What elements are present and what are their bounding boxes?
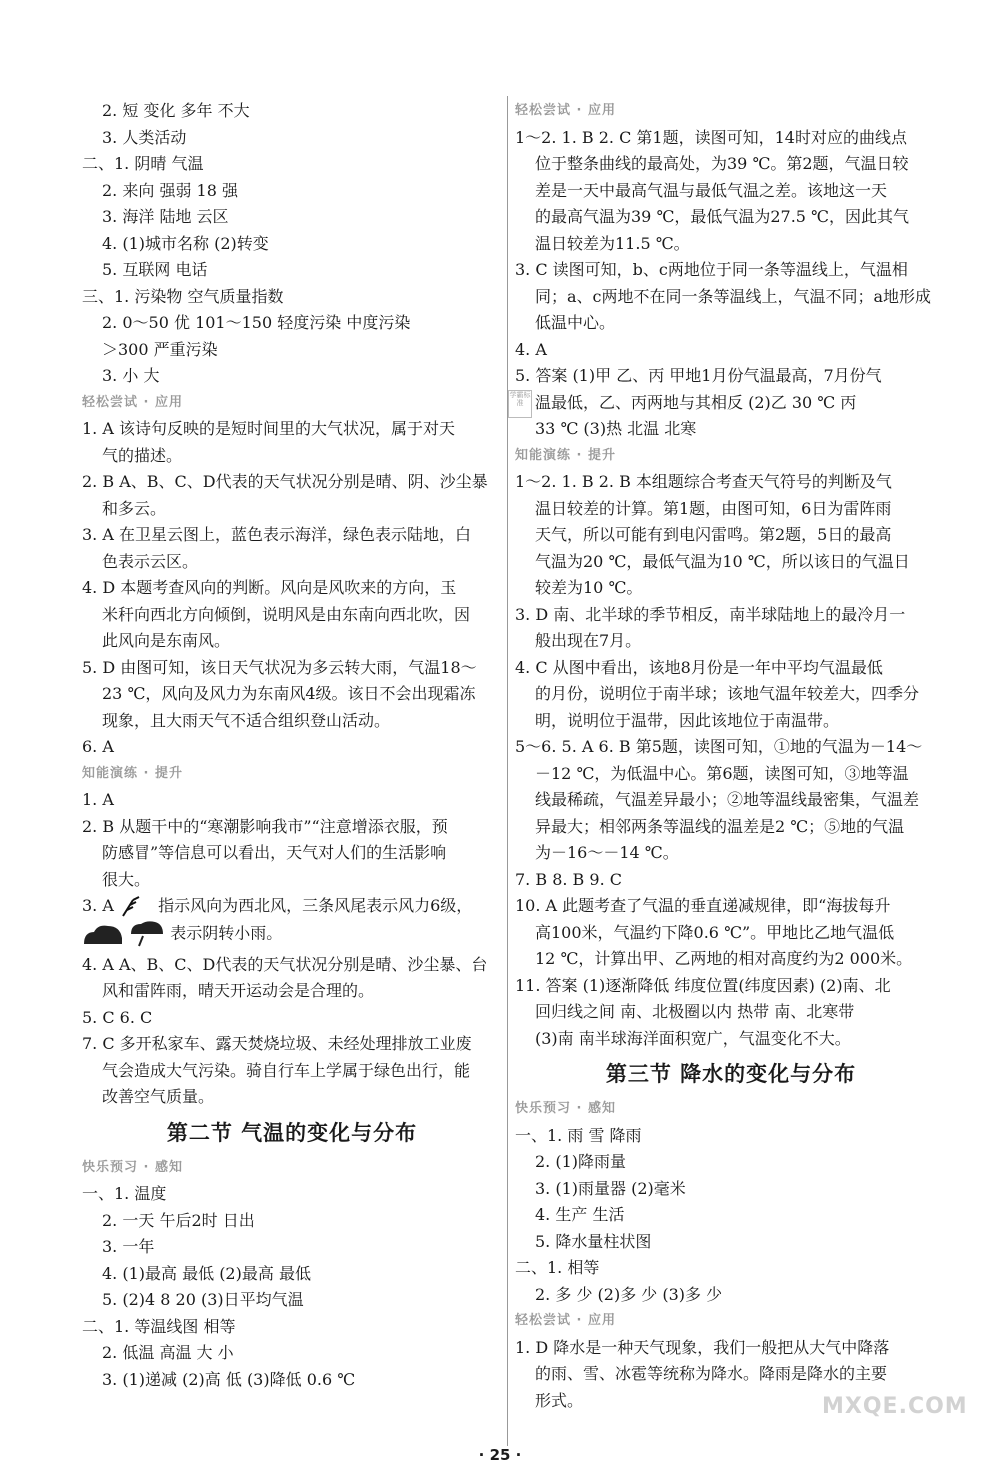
text-line: 7. B 8. B 9. C: [515, 869, 622, 889]
text-line: 明，说明位于温带，因此该地位于南温带。: [535, 710, 840, 730]
text-line: 现象，且大雨天气不适合组织登山活动。: [102, 710, 391, 730]
text-line: 温日较差的计算。第1题，由图可知，6日为雷阵雨: [535, 498, 892, 518]
page-number-value: 25: [489, 1446, 511, 1464]
column-divider: [507, 96, 508, 1446]
text-line: 一、1. 温度: [82, 1184, 167, 1203]
left-block-b: [82, 416, 502, 761]
page-number: · 25 ·: [478, 1446, 522, 1464]
section-2-title: 第二节 气温的变化与分布: [166, 1120, 418, 1145]
text-line: 气温为20 ℃，最低气温为10 ℃，所以该日的气温日: [535, 551, 910, 571]
text-line: 23 ℃，风向及风力为东南风4级。该日不会出现霜冻: [102, 684, 476, 703]
text-line: 2. B 从题干中的“寒潮影响我市”“注意增添衣服，预: [82, 816, 448, 836]
text-line: 改善空气质量。: [102, 1087, 215, 1106]
text-line: 低温中心。: [535, 313, 616, 332]
text-line: 4. (1)最高 最低 (2)最高 最低: [102, 1263, 311, 1283]
text-line: 较差为10 ℃。: [535, 578, 643, 597]
text-line: 位于整条曲线的最高处，为39 ℃。第2题，气温日较: [535, 154, 909, 173]
text-line: 3. 一年: [102, 1237, 155, 1256]
text-line: 的最高气温为39 ℃，最低气温为27.5 ℃，因此其气: [535, 207, 909, 226]
text-line: 差是一天中最高气温与最低气温之差。该地这一天: [535, 180, 888, 200]
text-line: 10. A 此题考查了气温的垂直递减规律，即“海拔每升: [515, 896, 891, 915]
text-line: 表示阴转小雨。: [170, 923, 283, 942]
text-line: 2. 短 变化 多年 不大: [102, 101, 250, 120]
text-line: 1～2. 1. B 2. C 第1题，读图可知，14时对应的曲线点: [515, 127, 907, 147]
text-line: 3. (1)递减 (2)高 低 (3)降低 0.6 ℃: [102, 1369, 356, 1389]
text-line: 气会造成大气污染。骑自行车上学属于绿色出行，能: [102, 1060, 471, 1080]
text-line: 1. A 该诗句反映的是短时间里的大气状况，属于对天: [82, 419, 455, 438]
right-column: [515, 98, 947, 1414]
section-label: 快乐预习 · 感知: [515, 1101, 616, 1116]
section-label: 轻松尝试 · 应用: [82, 394, 183, 410]
publisher-stamp-mark: 学霸标准: [508, 390, 532, 418]
text-line: 11. 答案 (1)逐渐降低 纬度位置(纬度因素) (2)南、北: [515, 975, 891, 995]
right-block-a: [515, 125, 947, 443]
text-line: 3. 人类活动: [102, 127, 187, 147]
text-line: 二、1. 阴晴 气温: [82, 154, 204, 173]
text-line: 4. A A、B、C、D代表的天气状况分别是晴、沙尘暴、台: [82, 954, 488, 974]
text-line: 同；a、c两地不在同一条等温线上，气温不同；a地形成: [535, 286, 932, 306]
text-line: 4. A: [515, 339, 547, 359]
section-label: 轻松尝试 · 应用: [515, 1313, 616, 1328]
overcast-cloud-icon: [82, 922, 124, 946]
text-line: 7. C 多开私家车、露天焚烧垃圾、未经处理排放工业废: [82, 1034, 472, 1053]
text-line: (3)南 南半球海洋面积宽广，气温变化不大。: [535, 1028, 851, 1048]
text-line: 色表示云区。: [102, 551, 199, 571]
text-line: 4. 生产 生活: [535, 1205, 625, 1224]
left-block-d: [82, 952, 502, 1111]
text-line: 2. 0～50 优 101～150 轻度污染 中度污染: [102, 313, 411, 332]
text-line: 异最大；相邻两条等温线的温差是2 ℃；⑤地的气温: [535, 816, 905, 836]
text-line: 5. 互联网 电话: [102, 260, 208, 279]
text-line: －12 ℃，为低温中心。第6题，读图可知，③地等温: [535, 763, 909, 783]
text-line: ＞300 严重污染: [102, 339, 218, 359]
section-label: 知能演练 · 提升: [82, 765, 183, 781]
section-3-title: 第三节 降水的变化与分布: [605, 1062, 857, 1086]
text-line: 4. C 从图中看出，该地8月份是一年中平均气温最低: [515, 657, 883, 677]
text-line: 5. 答案 (1)甲 乙、丙 甲地1月份气温最高，7月份气: [515, 366, 882, 385]
text-line: 风和雷阵雨，晴天开运动会是合理的。: [102, 981, 375, 1000]
text-line: 2. (1)降雨量: [535, 1152, 627, 1171]
text-line: 4. D 本题考查风向的判断。风向是风吹来的方向，玉: [82, 578, 457, 597]
text-line: 很大。: [102, 869, 151, 889]
text-line: 米秆向西北方向倾倒，说明风是由东南向西北吹，因: [102, 604, 471, 624]
text-line: 5～6. 5. A 6. B 第5题，读图可知，①地的气温为－14～: [515, 737, 923, 756]
text-line: 3. C 读图可知，b、c两地位于同一条等温线上，气温相: [515, 260, 908, 279]
text-line: 防感冒”等信息可以看出，天气对人们的生活影响: [102, 843, 447, 862]
text-line: 三、1. 污染物 空气质量指数: [82, 286, 284, 306]
wind-barb-icon: [119, 896, 153, 918]
site-watermark: MXQE.COM: [822, 1394, 968, 1419]
left-column: [82, 98, 502, 1393]
text-line: 般出现在7月。: [535, 631, 642, 650]
text-line: 天气，所以可能有到电闪雷鸣。第2题，5日的最高: [535, 525, 892, 544]
section-label: 轻松尝试 · 应用: [515, 103, 616, 118]
text-line: 3. 海洋 陆地 云区: [102, 207, 229, 226]
text-line: 3. 小 大: [102, 366, 160, 385]
text-line: 3. (1)雨量器 (2)毫米: [535, 1178, 686, 1198]
text-line: 温最低，乙、丙两地与其相反 (2)乙 30 ℃ 丙: [535, 392, 857, 412]
text-line: 2. B A、B、C、D代表的天气状况分别是晴、阴、沙尘暴: [82, 472, 488, 491]
text-line: 5. (2)4 8 20 (3)日平均气温: [102, 1290, 304, 1309]
text-line: 3. D 南、北半球的季节相反，南半球陆地上的最冷月一: [515, 604, 906, 624]
text-line: 线最稀疏，气温差异最小；②地等温线最密集，气温差: [535, 790, 920, 809]
text-line: 12 ℃，计算出甲、乙两地的相对高度约为2 000米。: [535, 949, 913, 968]
text-line: 的月份，说明位于南半球；该地气温年较差大，四季分: [535, 684, 920, 703]
right-block-b: [515, 469, 947, 1052]
left-block-e: [82, 1181, 502, 1393]
text-line: 气的描述。: [102, 445, 183, 465]
text-line: 二、1. 等温线图 相等: [82, 1316, 236, 1336]
text-line: 3. A: [82, 896, 114, 915]
text-line: 1. D 降水是一种天气现象，我们一般把从大气中降落: [515, 1337, 890, 1357]
q3-wind-line: [82, 893, 502, 920]
text-line: 2. 来向 强弱 18 强: [102, 180, 238, 200]
text-line: 高100米，气温约下降0.6 ℃”。甲地比乙地气温低: [535, 922, 895, 942]
text-line: 5. 降水量柱状图: [535, 1231, 652, 1251]
text-line: 二、1. 相等: [515, 1258, 600, 1277]
text-line: 的雨、雪、冰雹等统称为降水。降雨是降水的主要: [535, 1364, 888, 1383]
text-line: 2. 多 少 (2)多 少 (3)多 少: [535, 1284, 723, 1304]
text-line: 形式。: [535, 1390, 584, 1410]
text-line: 温日较差为11.5 ℃。: [535, 233, 690, 253]
text-line: 和多云。: [102, 498, 167, 518]
text-line: 33 ℃ (3)热 北温 北寒: [535, 419, 697, 438]
text-line: 1. A: [82, 790, 114, 809]
section-label: 知能演练 · 提升: [515, 447, 616, 463]
left-block-c: [82, 787, 502, 893]
text-line: 2. 一天 午后2时 日出: [102, 1210, 255, 1230]
text-line: 5. C 6. C: [82, 1007, 153, 1027]
text-line: 4. (1)城市名称 (2)转变: [102, 233, 269, 253]
section-label: 快乐预习 · 感知: [82, 1159, 183, 1175]
light-rain-icon: [129, 920, 165, 948]
text-line: 3. A 在卫星云图上，蓝色表示海洋，绿色表示陆地，白: [82, 525, 471, 544]
text-line: 回归线之间 南、北极圈以内 热带 南、北寒带: [535, 1002, 855, 1021]
text-line: 为－16～－14 ℃。: [535, 843, 679, 862]
left-block-a: [82, 98, 502, 390]
text-line: 1～2. 1. B 2. B 本组题综合考查天气符号的判断及气: [515, 472, 892, 491]
text-line: 一、1. 雨 雪 降雨: [515, 1125, 642, 1145]
text-line: 6. A: [82, 737, 114, 756]
text-line: 5. D 由图可知，该日天气状况为多云转大雨，气温18～: [82, 657, 477, 677]
text-line: 指示风向为西北风，三条风尾表示风力6级，: [158, 896, 473, 915]
right-block-c: [515, 1123, 947, 1309]
text-line: 2. 低温 高温 大 小: [102, 1343, 234, 1362]
q3-weather-line: [82, 920, 502, 952]
text-line: 此风向是东南风。: [102, 631, 231, 650]
